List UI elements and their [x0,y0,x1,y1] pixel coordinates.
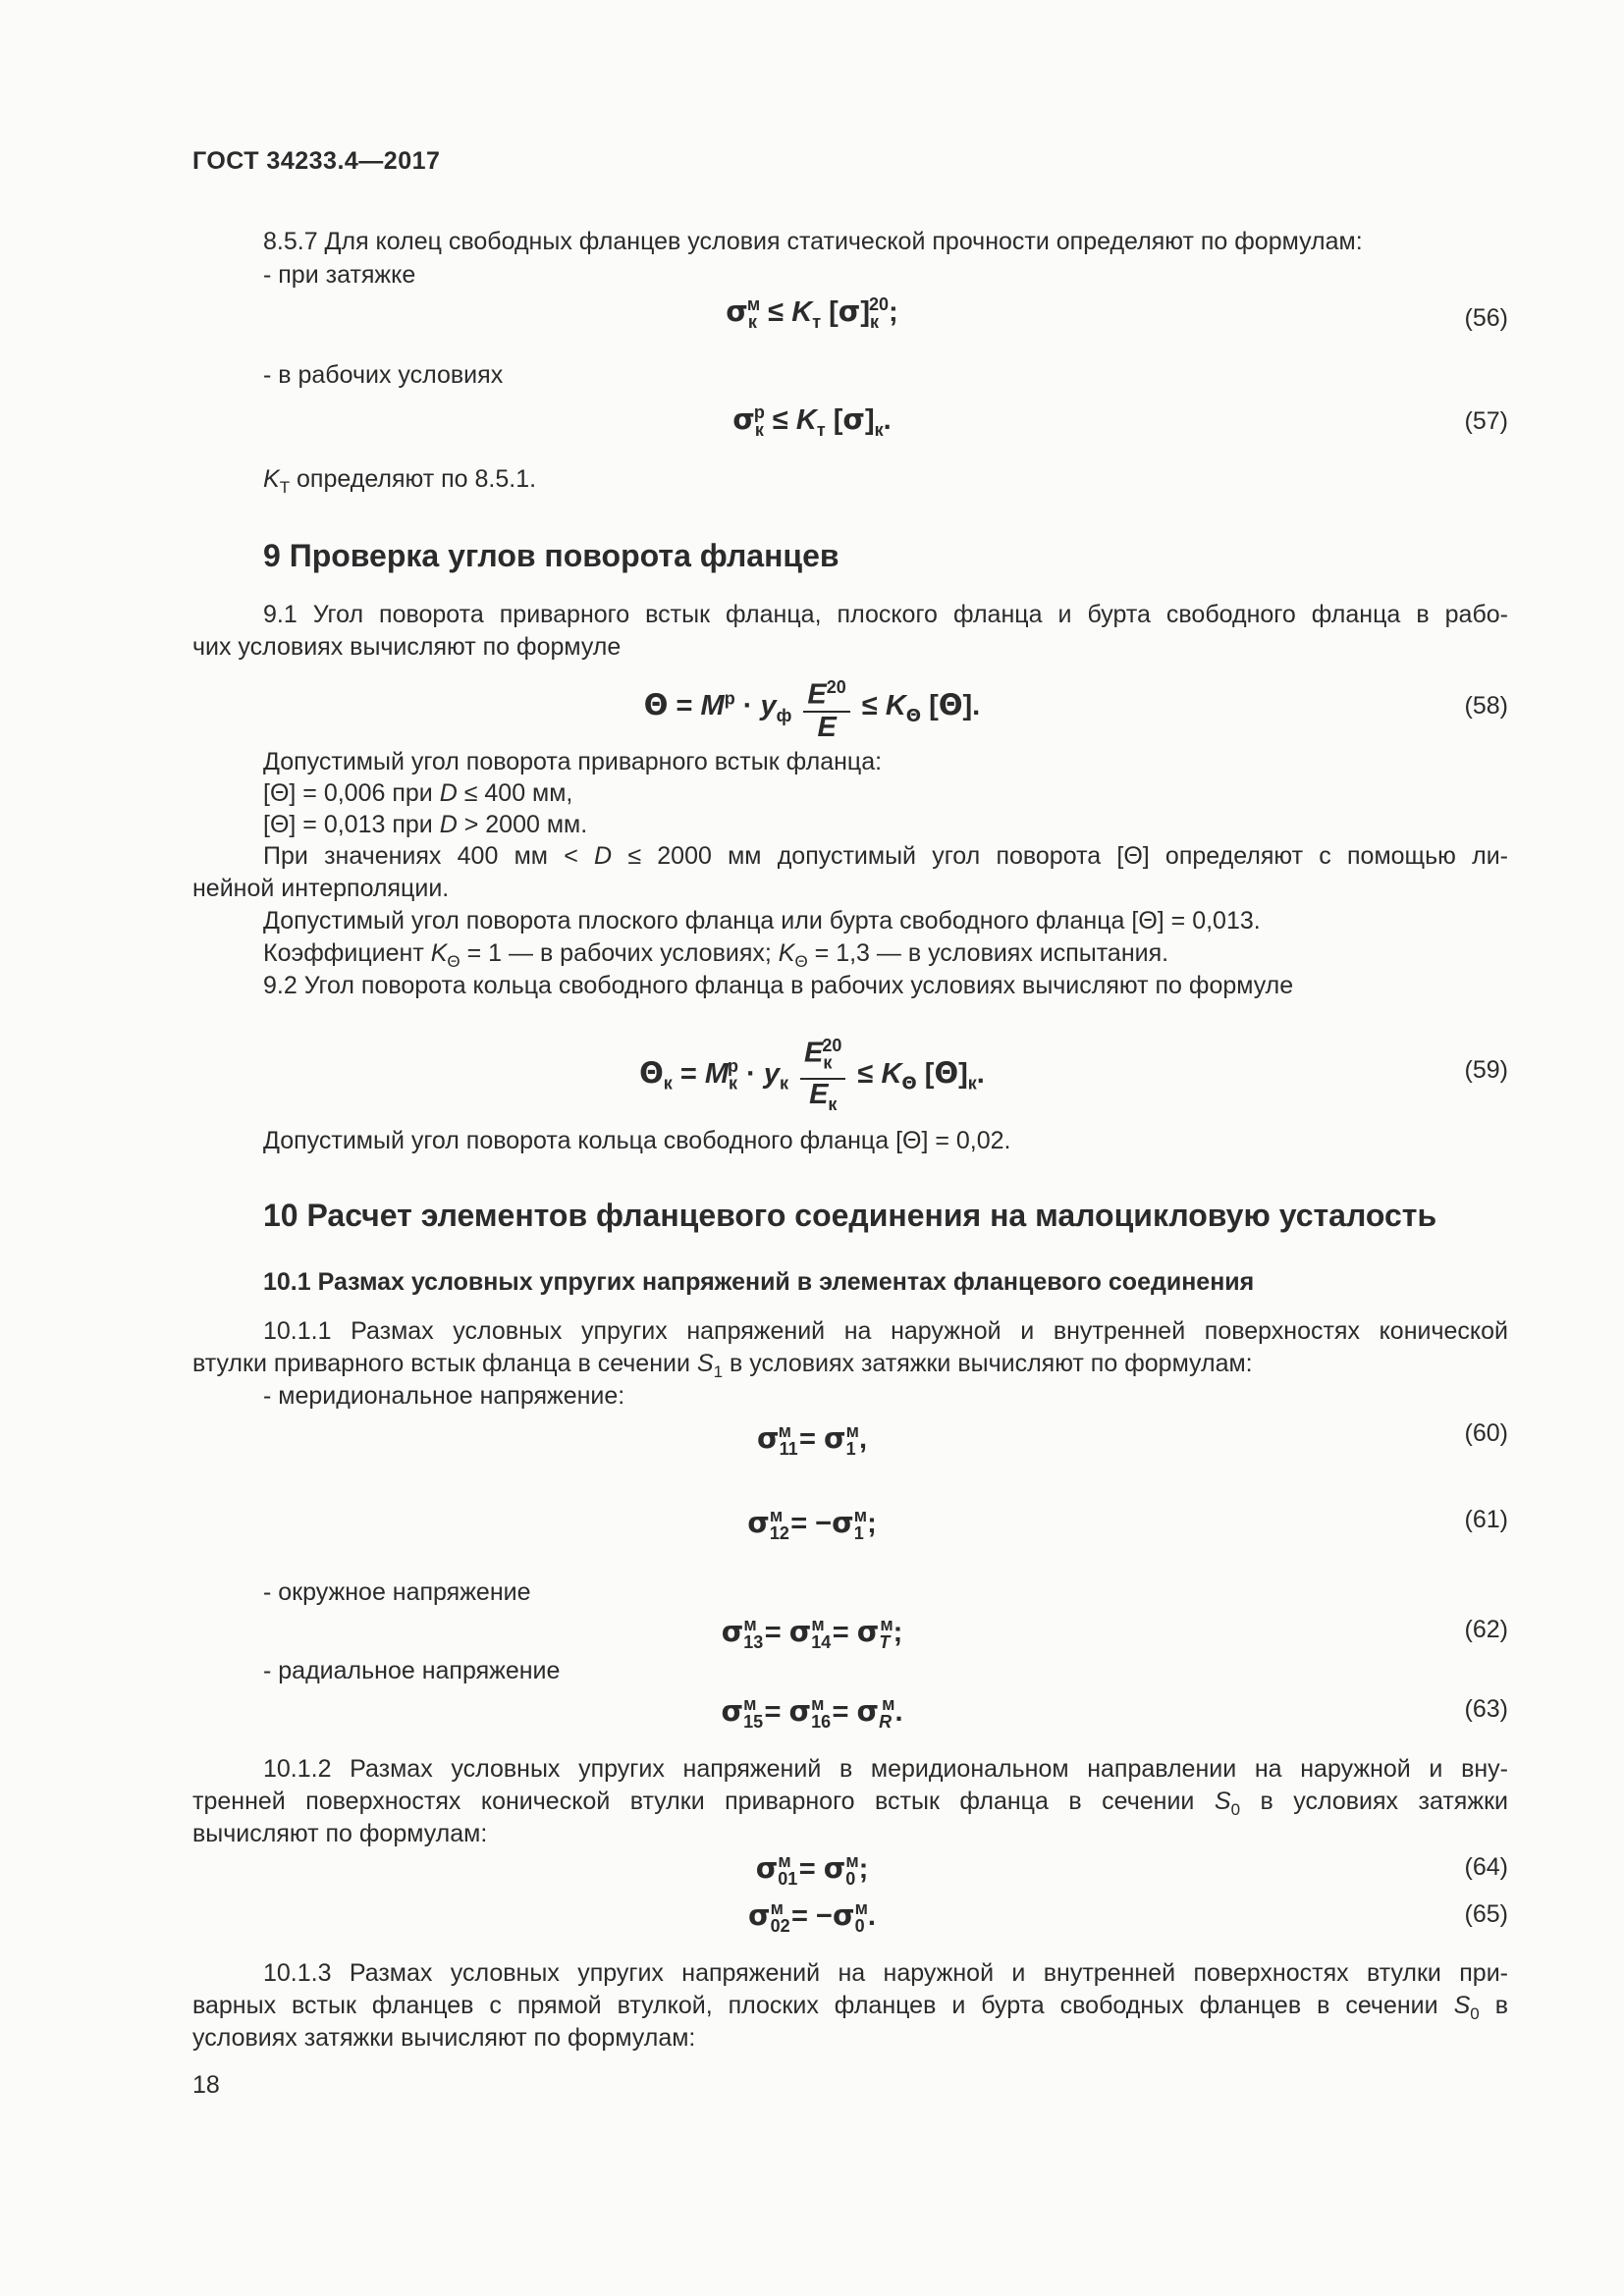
p1011-text-b: в условиях затяжки вычисляют по формулам: [730,1350,1253,1377]
formula-62: $\sigma_{13}^м = \sigma_{14}^м = \sigma_T^м$; [721,1615,903,1652]
formula-64: $\sigma_{01}^м = \sigma_0^м$; [755,1851,869,1889]
coefficient-text-a: Коэффициент [263,939,424,967]
paragraph-10-1-1-line-2: втулки приварного встык фланца в сечении $S_1$ в условиях затяжки вычисляют по формулам: [192,1350,1253,1381]
section-10-title: 10 Расчет элементов фланцевого соединения на малоцикловую усталость [263,1198,1437,1233]
theta-limit-2-cond: > 2000 мм. [463,811,588,838]
page-number: 18 [192,2071,220,2099]
coefficient-text-b: = 1 — в рабочих условиях; [466,939,772,967]
equation-number-56: (56) [1464,304,1508,332]
formula-56: $\sigma_к^м \le K_т$ $[\sigma]_к^{20}$; [726,294,898,332]
paragraph-10-1-3-line-2: варных встык фланцев с прямой втулкой, плоских фланцев и бурта свободных фланцев в сечении $S_0$ в [192,1992,1508,2023]
interpolation-line-2: нейной интерполяции. [192,875,450,902]
item-tightening: - при затяжке [263,261,416,289]
allowable-flat: Допустимый угол поворота плоского фланца или бурта свободного фланца [Θ] = 0,013. [263,907,1261,934]
equation-number-58: (58) [1464,692,1508,720]
paragraph-10-1-2-line-1: 10.1.2 Размах условных упругих напряжений в меридиональном направлении на наружной и вну- [263,1755,1508,1783]
item-meridional: - меридиональное напряжение: [263,1382,625,1410]
equation-number-61: (61) [1464,1506,1508,1533]
interpolation-text-a: При значениях 400 мм < [263,842,578,870]
p1011-text-a: втулки приварного встык фланца в сечении [192,1350,690,1377]
item-hoop: - окружное напряжение [263,1578,531,1606]
equation-number-64: (64) [1464,1853,1508,1881]
paragraph-10-1-3-line-3: условиях затяжки вычисляют по формулам: [192,2024,696,2052]
coefficient-line: Коэффициент $K_\Theta = 1$ — в рабочих условиях; $K_\Theta = 1,3$ — в условиях испытания. [263,939,1169,971]
p1012-text-a: тренней поверхностях конической втулки приварного встык фланца в сечении [192,1788,1195,1815]
formula-61: $\sigma_{12}^м = -\sigma_1^м$; [747,1506,877,1543]
formula-65: $\sigma_{02}^м = -\sigma_0^м$. [748,1898,876,1936]
document-header: ГОСТ 34233.4—2017 [192,147,441,175]
kt-note: $K_Т$ определяют по 8.5.1. [263,465,537,497]
theta-limit-2-text: [Θ] = 0,013 при [263,811,433,838]
equation-number-60: (60) [1464,1419,1508,1447]
paragraph-9-1-line-2: чих условиях вычисляют по формуле [192,633,622,661]
equation-number-59: (59) [1464,1056,1508,1084]
p1013-text-a: варных встык фланцев с прямой втулкой, плоских фланцев и бурта свободных фланцев в сечении [192,1992,1438,2019]
kt-note-text: определяют по 8.5.1. [297,465,537,493]
section-9-title: 9 Проверка углов поворота фланцев [263,538,839,573]
paragraph-10-1-2-line-2: тренней поверхностях конической втулки приварного встык фланца в сечении $S_0$ в условиях затяжки [192,1788,1508,1819]
coefficient-text-c: = 1,3 — в условиях испытания. [814,939,1169,967]
item-radial: - радиальное напряжение [263,1657,561,1684]
paragraph-8-5-7: 8.5.7 Для колец свободных фланцев условия статической прочности определяют по формулам: [263,228,1363,255]
equation-number-65: (65) [1464,1900,1508,1928]
paragraph-10-1-2-line-3: вычисляют по формулам: [192,1820,488,1847]
paragraph-10-1-1-line-1: 10.1.1 Размах условных упругих напряжений на наружной и внутренней поверхностях конической [263,1317,1508,1345]
formula-59: $\Theta_к = M_к^р \cdot y_к$ $\frac{E_к^{20}}{E_к}$ ≤ $K_\Theta$ $[\Theta]_к$. [0,1031,1624,1119]
formula-58: $\Theta = M^р \cdot y_ф$ $\frac{E^{20}}{E}$ ≤ $K_\Theta$ [Θ]. [0,672,1624,742]
paragraph-10-1-3-line-1: 10.1.3 Размах условных упругих напряжений на наружной и внутренней поверхностях втулки при- [263,1959,1508,1987]
interpolation-text-b: ≤ 2000 мм допустимый угол поворота [Θ] определяют с помощью ли- [627,842,1509,870]
allowable-weld-neck: Допустимый угол поворота приварного встык фланца: [263,748,883,775]
theta-limit-1-cond: ≤ 400 мм, [463,779,573,807]
equation-number-57: (57) [1464,407,1508,435]
section-10-1-title: 10.1 Размах условных упругих напряжений в элементах фланцевого соединения [263,1268,1255,1296]
p1013-text-b: в [1494,1992,1508,2019]
theta-limit-2: [Θ] = 0,013 при D > 2000 мм. [263,811,588,838]
p1012-text-b: в условиях затяжки [1260,1788,1508,1815]
equation-number-63: (63) [1464,1695,1508,1723]
theta-limit-1: [Θ] = 0,006 при D ≤ 400 мм, [263,779,573,807]
formula-63: $\sigma_{15}^м = \sigma_{16}^м = \sigma_R^м$. [721,1694,903,1732]
paragraph-9-1-line-1: 9.1 Угол поворота приварного встык фланца, плоского фланца и бурта свободного фланца в рабо- [263,601,1508,628]
theta-limit-1-text: [Θ] = 0,006 при [263,779,433,807]
interpolation-line-1: При значениях 400 мм < D ≤ 2000 мм допустимый угол поворота [Θ] определяют с помощью ли- [263,842,1509,870]
equation-number-62: (62) [1464,1616,1508,1643]
formula-60: $\sigma_{11}^м = \sigma_1^м$, [756,1421,867,1459]
paragraph-9-2: 9.2 Угол поворота кольца свободного фланца в рабочих условиях вычисляют по формуле [263,972,1294,999]
formula-57: $\sigma_к^р \le K_т$ $[\sigma]_к$. [732,402,892,440]
allowable-ring: Допустимый угол поворота кольца свободного фланца [Θ] = 0,02. [263,1127,1011,1154]
item-working: - в рабочих условиях [263,361,504,389]
